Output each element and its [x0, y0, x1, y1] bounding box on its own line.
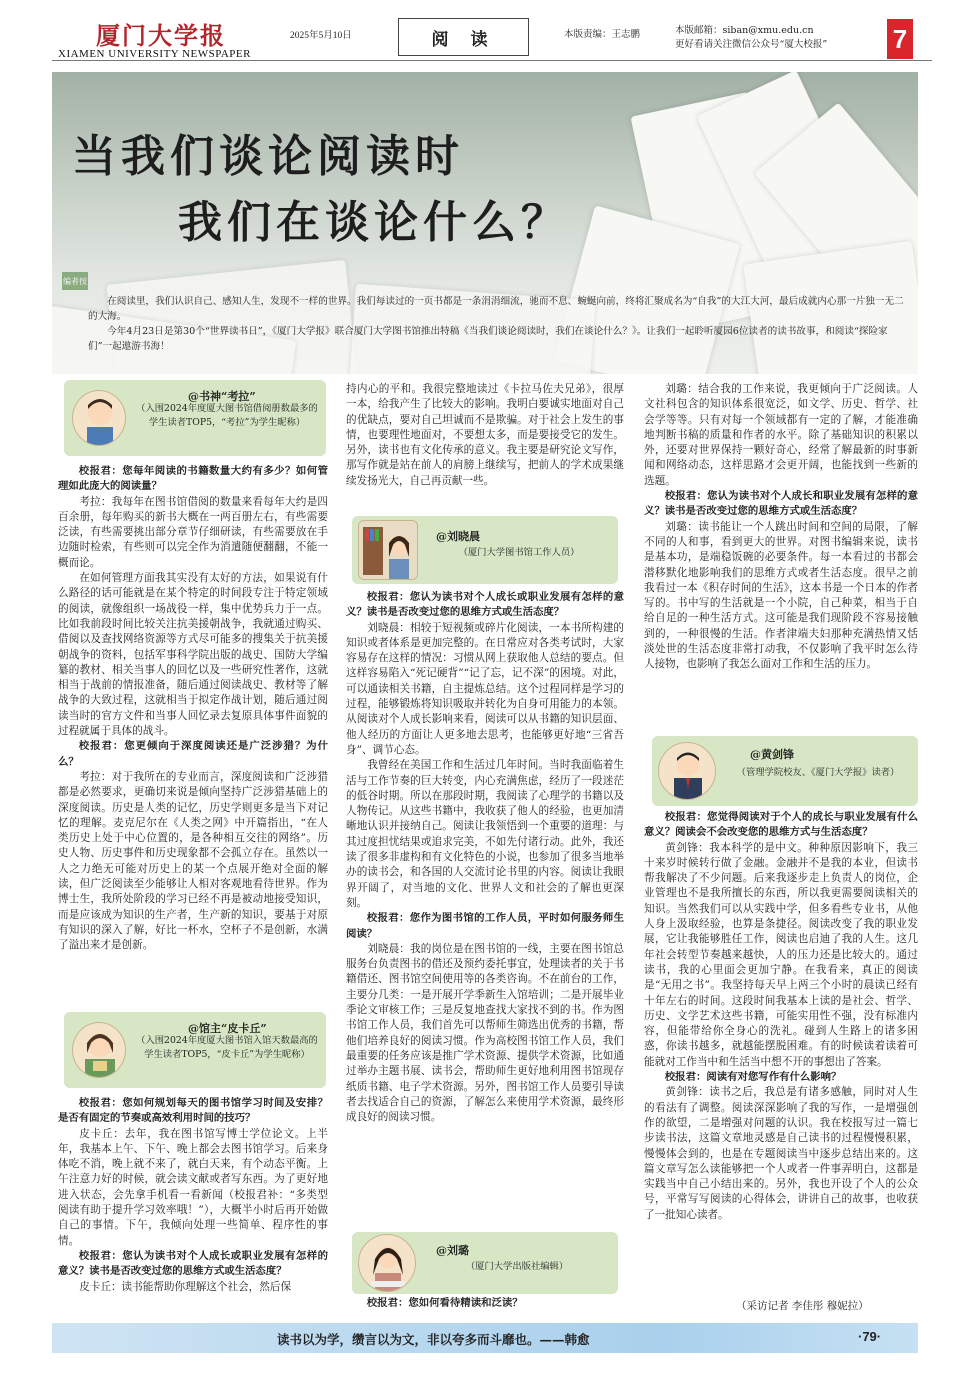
- reader-avatar-icon: [72, 1022, 126, 1078]
- interview-answer: 考拉：我每年在图书馆借阅的数量来看每年大约是四百余册，每年购买的新书大概在一两百册左右，有些需要泛读，有些需要挑出部分章节仔细研读，有些需要放在手边随时检索，有些则可以完全作为消遣随便翻翻，不能一概而论。: [58, 495, 328, 569]
- article-column-1-lower: [58, 1096, 328, 1314]
- mail-label: 本版邮箱：siban@xmu.edu.cn: [675, 25, 814, 36]
- reader-name: @刘晓晨: [436, 530, 480, 543]
- interview-question: 校报君：阅读有对您写作有什么影响？: [664, 1071, 842, 1084]
- interview-answer: 持内心的平和。我很完整地读过《卡拉马佐夫兄弟》，很厚一本，给我产生了比较大的影响。我明白要诚实地面对自己的优缺点，要对自己坦诚而不是欺骗。对于社会上发生的事情，也要理性地面对，不要想太多，而是要接受它的发生。另外，读书也有文化传承的意义。我主要是研究论文写作，那写作就是站在前人的肩膀上继续写，把前人的学术成果继续发扬光大，自己再贡献一些。: [346, 383, 624, 487]
- header-divider: [52, 60, 932, 61]
- profile-card-liulu: [352, 1232, 618, 1294]
- interview-answer: 刘晓晨：我的岗位是在图书馆的一线，主要在图书馆总服务台负责图书的借还及预约委托事宜，处理读者的关于书籍借还、图书馆空间使用等的各类咨询。不在前台的工作，主要分几类：一是开展开学季新生入馆培训；二是开展毕业季论文审核工作；三是反复地查找大家找不到的书。作为图书馆工作人员，我们首先可以帮师生筛选出优秀的书籍，帮他们培养良好的阅读习惯。作为高校图书馆工作人员，我们最重要的任务应该是推广学术资源、提供学术资源，比如通过举办主题书展、读书会，帮助师生更好地利用图书馆现存纸质书籍、电子学术资源。另外，图书馆工作人员要引导读者去找适合自己的资源，了解怎么来使用学术资源，最终形成良好的阅读习惯。: [346, 942, 624, 1124]
- newspaper-logo: 厦门大学报: [96, 21, 226, 50]
- page-editor: 本版责编：王志鹏: [564, 29, 641, 40]
- article-column-1: [58, 464, 328, 1012]
- reader-description: （入围2024年度厦大图书馆入馆天数最高的学生读者TOP5，“皮卡丘”为学生昵称）: [136, 1035, 318, 1060]
- article-column-2-top: [346, 382, 624, 510]
- article-column-3-top: [644, 382, 918, 734]
- profile-card-liuxiaochen: [352, 516, 618, 584]
- profile-card-pikachu: [64, 1012, 326, 1088]
- reader-name: @刘璐: [436, 1244, 469, 1257]
- interview-question: 校报君：您认为读书对个人成长或职业发展有怎样的意义？读书是否改变过您的思维方式或生活态度？: [346, 591, 624, 619]
- footer-page-number: ·79·: [858, 1329, 882, 1344]
- interview-answer: 刘璐：结合我的工作来说，我更倾向于广泛阅读。人文社科包含的知识体系很宽泛，如文学、历史、哲学、社会学等等。只有对每一个领域都有一定的了解，才能准确地判断书稿的质量和作者的水平。除了基础知识的积累以外，还要对世界保持一颗好奇心，经常了解最新的时事新闻和网络动态，这样思路才会更开阔，也能找到一些新的选题。: [644, 383, 918, 487]
- librarian-avatar-icon: [358, 520, 418, 580]
- interview-answer: 刘晓晨：相较于短视频或碎片化阅读，一本书所构建的知识或者体系是更加完整的。在日常应对各类考试时，大家容易存在这样的情况：习惯从网上获取他人总结的要点。但这样容易陷入“死记硬背”“记了忘，记不深”的困境。对此，可以通读相关书籍，自主提炼总结。这个过程同样是学习的过程，能够锻炼将知识吸取并转化为自身可用能力的本领。从阅读对个人成长影响来看，阅读可以从书籍的知识层面、他人经历的方面让人更多地去思考，也能够更好地“三省吾身”、调节心态。: [346, 621, 624, 756]
- interview-answer: 刘璐：读书能让一个人跳出时间和空间的局限，了解不同的人和事，看到更大的世界。对图书编辑来说，读书是基本功，是端稳饭碗的必要条件。每一本看过的书都会潜移默化地影响我们的思维方式或者生活态度。很早之前我看过一本《积存时间的生活》，这本书是一个日本的作者写的。书中写的生活就是一个小院，自己种菜，相当于自给自足的一种生活方式。这可能是我们现阶段不容易接触到的，一种很慢的生活。作者津端夫妇那种充满热情又恬淡处世的生活态度非常打动我，不仅影响了我平时怎么待人接物，也影响了我怎么面对工作和生活的压力。: [644, 520, 918, 671]
- interview-answer: 我曾经在美国工作和生活过几年时间。当时我面临着生活与工作节奏的巨大转变，内心充满焦虑，经历了一段迷茫的低谷时期。所以在那段时期，我阅读了心理学的书籍以及人物传记。从这些书籍中，我收获了他人的经验，也更加清晰地认识并接纳自己。阅读让我领悟到一个重要的道理：与其过度担忧结果或追求完美，不如先付诸行动。此外，我还读了很多非虚构和有文化特色的小说，也参加了很多当地举办的读书会，和各国的人交流讨论书里的内容。阅读让我眼界开阔了，对当地的文化、世界人文和社会的了解也更深刻。: [346, 759, 624, 909]
- editor-note-text: [88, 294, 908, 354]
- newspaper-name-en: XIAMEN UNIVERSITY NEWSPAPER: [58, 48, 251, 60]
- editor-note-tag: 编者按: [62, 272, 88, 290]
- interview-answer: 皮卡丘：去年，我在图书馆写博士学位论文。上半年，我基本上午、下午、晚上都会去图书馆学习。后来身体吃不消，晚上就不来了，就白天来，有个动态平衡。上午注意力好的时候，就会读文献或者写东西。为了更好地进入状态，会先拿手机看一看新闻（校报君补：“多类型阅读有助于提升学习效率哦！”），大概半小时后再开始做自己的事情。下午，我倾向处理一些简单、程序性的事情。: [58, 1127, 328, 1247]
- page-header: [0, 0, 969, 64]
- article-column-3: [644, 810, 918, 1296]
- interview-answer: 在如何管理方面我其实没有太好的方法，如果说有什么路径的话可能就是在某个特定的时间段专注于特定领域的阅读，就像组织一场战役一样，集中优势兵力于一点。比如我前段时间比较关注抗美援朝战争，我就通过购买、借阅以及查找网络资源等方式尽可能多的搜集关于抗美援朝战争的资料，包括军事科学院出版的战史、国防大学编纂的教材、相关当事人的回忆以及一些研究性著作，这就相当于战前的情报准备，随后通过阅读战史、教材等了解战争的大致过程，这就相当于拟定作战计划，随后通过阅读当时的官方文件和当事人回忆录去复原具体事件面貌的过程就属于具体的战斗。: [58, 572, 328, 738]
- interview-question: 校报君：您认为读书对个人成长和职业发展有怎样的意义？读书是否改变过您的思维方式或生活态度？: [644, 490, 918, 518]
- reporter-signature: （采访记者 李佳彤 穆妮拉）: [736, 1300, 869, 1312]
- main-title-line2: 我们在谈论什么？: [178, 197, 570, 248]
- editor-avatar-icon: [358, 1234, 416, 1292]
- profile-card-huangjianfeng: [652, 736, 918, 806]
- article-column-2: [346, 590, 624, 1230]
- footer-quote: 读书以为学，缵言以为文，非以夸多而斗靡也。——韩愈: [277, 1332, 590, 1347]
- reader-description: （管理学院校友、《厦门大学报》读者）: [736, 767, 900, 778]
- main-title-line1: 当我们谈论阅读时: [72, 131, 464, 182]
- reader-name: @书神“考拉”: [188, 390, 256, 403]
- page-number-badge: 7: [887, 19, 913, 59]
- interview-question: 校报君：您如何规划每天的图书馆学习时间及安排？是否有固定的节奏或高效利用时间的技巧？: [58, 1097, 328, 1125]
- reader-avatar-icon: [72, 390, 126, 446]
- interview-answer: 考拉：对于我所在的专业而言，深度阅读和广泛涉猎都是必然要求，更确切来说是倾向坚持广泛涉猎基础上的深度阅读。历史是人类的记忆，历史学则更多是当下对记忆的理解。麦克尼尔在《人类之网》中开篇指出，“在人类历史上处于中心位置的，是各种相互交往的网络”。历史人物、历史事件和历史现象都不会孤立存在。虽然以一人之力绝无可能对历史上的某一个点展开绝对全面的解读，但广泛阅读至少能够让人相对客观地看待世界。作为博士生，我所处阶段的学习已经不再是被动地接受知识，而是应该成为知识的生产者，生产新的知识，要基于对原有知识的深入了解，好比一杯水，空杯子不是创新，水满了溢出来才是创新。: [58, 770, 328, 952]
- interview-answer: 黄剑锋：我本科学的是中文。种种原因影响下，我三十来岁时候转行做了金融。金融并不是我的本业，但读书帮我解决了不少问题。后来我逐步走上负责人的岗位，企业管理也不是我所擅长的东西，所以我更需要阅读相关的知识。当然我们可以从实践中学，但多看些专业书，从他人身上汲取经验，也算是条捷径。阅读改变了我的职业发展，它让我能够胜任工作，阅读也启迪了我的人生。这几年社会转型节奏越来越快，人的压力还是比较大的。通过读书，我的心里面会更加宁静。在我看来，真正的阅读是“无用之书”。我坚持每天早上两三个小时的晨读已经有十年左右的时间。这段时间我基本上读的是社会、哲学、历史、文学艺术这些书籍，可能实用性不强，没有标准内容，但能带给你全身心的洗礼。碰到人生路上的诸多困惑，你读书越多，就越能摆脱困难。有的时候读着读着可能就对工作当中和生活当中想不开的事想出了答案。: [644, 841, 918, 1068]
- interview-answer: 皮卡丘：读书能帮助你理解这个社会，然后保: [79, 1280, 292, 1293]
- interview-question: 校报君：您每年阅读的书籍数量大约有多少？如何管理如此庞大的阅读量？: [58, 465, 328, 493]
- interview-answer: 黄剑锋：读书之后，我总是有诸多感触，同时对人生的看法有了调整。阅读深深影响了我的写作，一是增强创作的欲望，二是增强对问题的认识。我在校报写过一篇七步读书法，这篇文章地灵感是自己读书的过程慢慢积累，慢慢体会到的，也是在专题阅读当中逐步总结出来的。这篇文章写怎么读能够把一个人或者一件事弄明白，这都是实践当中自己小结出来的。另外，我也开设了个人的公众号，平常写写阅读的心得体会，讲讲自己的故事，也收获了一批知心读者。: [644, 1086, 918, 1221]
- article-column-2-bottom: [346, 1296, 624, 1316]
- reader-description: （厦门大学出版社编辑）: [465, 1261, 569, 1272]
- interview-question: 校报君：您作为图书馆的工作人员，平时如何服务师生阅读？: [346, 912, 624, 940]
- intro-paragraph: 今年4月23日是第30个“世界读书日”，《厦门大学报》联合厦门大学图书馆推出特稿《当我们谈论阅读时，我们在谈论什么？》。让我们一起聆听厦园6位读者的读书故事，和阅读“探险家们”一起遨游书海！: [88, 326, 888, 352]
- profile-card-koala: [64, 380, 326, 456]
- interview-question: 校报君：您认为读书对个人成长或职业发展有怎样的意义？读书是否改变过您的思维方式或生活态度？: [58, 1249, 328, 1278]
- interview-question: 校报君：您更倾向于深度阅读还是广泛涉猎？为什么？: [58, 740, 328, 768]
- reader-name: @馆主“皮卡丘”: [188, 1022, 267, 1035]
- intro-paragraph: 在阅读里，我们认识自己、感知人生，发现不一样的世界。我们每读过的一页书都是一条涓涓细流，驰而不息、蜿蜒向前，终将汇聚成名为“自我”的大江大河，最后成就内心那一片独一无二的大海。: [88, 296, 904, 322]
- reader-description: （厦门大学图书馆工作人员）: [458, 547, 580, 558]
- interview-question: 校报君：您如何看待精读和泛读？: [366, 1297, 523, 1309]
- section-title: 阅 读: [398, 18, 529, 56]
- reader-name: @黄剑锋: [750, 748, 794, 761]
- wechat-note: 更好看请关注微信公众号“厦大校报”: [675, 39, 828, 50]
- alumnus-avatar-icon: [658, 742, 716, 800]
- interview-question: 校报君：您觉得阅读对于个人的成长与职业发展有什么意义？阅读会不会改变您的思维方式与生活态度？: [644, 811, 918, 839]
- reader-description: （入围2024年度厦大图书馆借阅册数最多的学生读者TOP5，“考拉”为学生昵称）: [136, 403, 318, 428]
- page-mailbox: [675, 24, 827, 52]
- issue-date: 2025年5月10日: [290, 31, 352, 41]
